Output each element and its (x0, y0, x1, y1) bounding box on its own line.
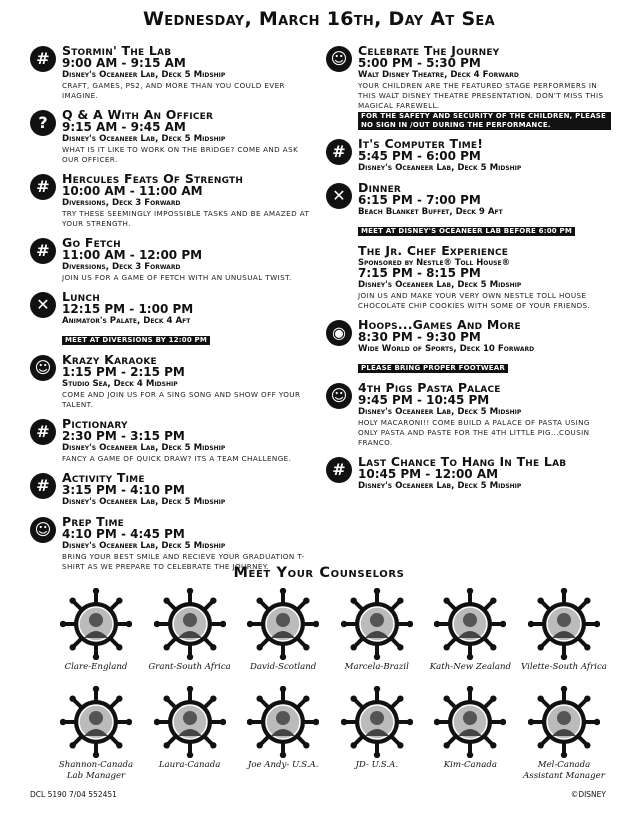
activity-icon: # (30, 46, 56, 72)
counselor-photo (434, 686, 506, 758)
event-description: TRY THESE SEEMINGLY IMPOSSIBLE TASKS AND BE AMAZED AT YOUR STRENGTH. (62, 209, 310, 228)
counselor-name: Grant-South Africa (148, 662, 231, 672)
counselor-photo (154, 686, 226, 758)
event-time: 5:45 PM - 6:00 PM (358, 149, 481, 163)
ship-wheel-icon (247, 686, 319, 758)
ship-wheel-icon (247, 588, 319, 660)
activity-icon: ◉ (326, 320, 352, 346)
activity-icon: ✕ (30, 292, 56, 318)
event-location: Disney's Oceaneer Lab, Deck 5 Midship (62, 70, 226, 80)
counselor-card (424, 588, 516, 673)
counselors-row-2 (50, 686, 610, 782)
event-title: Pictionary (62, 416, 128, 431)
counselor-photo (154, 588, 226, 660)
event-time: 3:15 PM - 4:10 PM (62, 483, 185, 497)
event-location: Disney's Oceaneer Lab, Deck 5 Midship (358, 163, 522, 173)
event-title: Hercules Feats Of Strength (62, 171, 244, 186)
counselor-photo (60, 686, 132, 758)
document-code: DCL 5190 7/04 552451 (30, 790, 117, 799)
schedule-event (30, 236, 312, 283)
event-description: WHAT IS IT LIKE TO WORK ON THE BRIDGE? COME AND ASK OUR OFFICER. (62, 145, 299, 164)
schedule-event (30, 172, 312, 229)
event-time: 9:45 PM - 10:45 PM (358, 393, 490, 407)
event-description: JOIN US FOR A GAME OF FETCH WITH AN UNUSUAL TWIST. (62, 273, 292, 282)
ship-wheel-icon (528, 686, 600, 758)
ship-wheel-icon (341, 686, 413, 758)
event-title: 4th Pigs Pasta Palace (358, 380, 501, 395)
counselor-name: Clare-England (64, 662, 128, 672)
activity-icon (326, 246, 352, 272)
activity-icon: # (30, 238, 56, 264)
event-description: CRAFT, GAMES, PS2, AND MORE THAN YOU COULD EVER IMAGINE. (62, 81, 285, 100)
event-location: Disney's Oceaneer Lab, Deck 5 Midship (62, 541, 226, 551)
counselor-photo (528, 686, 600, 758)
event-location: Walt Disney Theatre, Deck 4 Forward (358, 70, 519, 80)
left-schedule-column (30, 44, 312, 579)
counselor-name: Laura-Canada (158, 760, 221, 770)
counselor-card (331, 686, 423, 782)
event-time: 8:30 PM - 9:30 PM (358, 330, 481, 344)
schedule-event (326, 381, 611, 448)
counselor-photo (341, 588, 413, 660)
event-location: Disney's Oceaneer Lab, Deck 5 Midship (358, 481, 522, 491)
activity-icon: ☺ (30, 517, 56, 543)
counselor-card (237, 588, 329, 673)
counselor-card (50, 686, 142, 782)
event-title: Celebrate The Journey (358, 43, 500, 58)
schedule-event (326, 455, 611, 492)
schedule-event (30, 353, 312, 410)
event-time: 9:00 AM - 9:15 AM (62, 56, 186, 70)
event-location: Diversions, Deck 3 Forward (62, 262, 181, 272)
schedule-event (326, 244, 611, 311)
event-time: 10:00 AM - 11:00 AM (62, 184, 203, 198)
event-time: 11:00 AM - 12:00 PM (62, 248, 203, 262)
event-title: Go Fetch (62, 235, 121, 250)
ship-wheel-icon (528, 588, 600, 660)
activity-icon: # (30, 473, 56, 499)
event-description: BRING YOUR BEST SMILE AND RECIEVE YOUR GRADUATION T-SHIRT AS WE PREPARE TO CELEBRATE THE JOURNEY. (62, 552, 305, 571)
counselor-name: Vilette-South Africa (521, 662, 607, 672)
event-sponsor: Sponsored by Nestle® Toll House® (358, 257, 510, 267)
schedule-event (326, 137, 611, 174)
event-time: 7:15 PM - 8:15 PM (358, 266, 481, 280)
schedule-event (326, 318, 611, 374)
event-time: 4:10 PM - 4:45 PM (62, 527, 185, 541)
counselor-card (424, 686, 516, 782)
right-schedule-column (326, 44, 611, 499)
counselor-name: Marcela-Brazil (344, 662, 409, 672)
schedule-event (30, 108, 312, 165)
event-description: FANCY A GAME OF QUICK DRAW? ITS A TEAM CHALLENGE. (62, 454, 292, 463)
counselor-card (144, 686, 236, 782)
event-location: Animator's Palate, Deck 4 Aft (62, 316, 191, 326)
event-time: 5:00 PM - 5:30 PM (358, 56, 481, 70)
counselor-photo (247, 686, 319, 758)
event-description: YOUR CHILDREN ARE THE FEATURED STAGE PERFORMERS IN THIS WALT DISNEY THEATRE PRESENTATION. DON'T MISS THIS MAGICAL FAREWELL. (358, 81, 604, 110)
event-location: Disney's Oceaneer Lab, Deck 5 Midship (62, 443, 226, 453)
event-title: Prep Time (62, 514, 124, 529)
event-title: Lunch (62, 289, 100, 304)
activity-icon: ☺ (30, 355, 56, 381)
event-location: Disney's Oceaneer Lab, Deck 5 Midship (62, 497, 226, 507)
schedule-event (326, 44, 611, 130)
counselors-row-1 (50, 588, 610, 673)
event-notice: FOR THE SAFETY AND SECURITY OF THE CHILDREN, PLEASE NO SIGN IN /OUT DURING THE PERFORMANCE. (358, 112, 611, 130)
event-notice: MEET AT DIVERSIONS BY 12:00 PM (62, 336, 210, 345)
schedule-event (30, 290, 312, 346)
schedule-event (30, 471, 312, 508)
activity-icon: ? (30, 110, 56, 136)
event-location: Wide World of Sports, Deck 10 Forward (358, 344, 535, 354)
ship-wheel-icon (60, 686, 132, 758)
copyright-notice: ©DISNEY (570, 790, 606, 799)
counselor-photo (60, 588, 132, 660)
event-title: Dinner (358, 180, 402, 195)
counselor-name: Mel-Canada Assistant Manager (523, 760, 605, 781)
event-location: Beach Blanket Buffet, Deck 9 Aft (358, 207, 503, 217)
schedule-event (30, 417, 312, 464)
event-time: 12:15 PM - 1:00 PM (62, 302, 194, 316)
schedule-event (326, 181, 611, 237)
event-time: 6:15 PM - 7:00 PM (358, 193, 481, 207)
counselor-photo (528, 588, 600, 660)
counselor-card (237, 686, 329, 782)
event-location: Disney's Oceaneer Lab, Deck 5 Midship (358, 407, 522, 417)
counselor-card (518, 588, 610, 673)
activity-icon: # (326, 139, 352, 165)
event-description: HOLY MACARONI!! COME BUILD A PALACE OF PASTA USING ONLY PASTA AND PASTE FOR THE 4TH LITTLE PIG...COUSIN FRANCO. (358, 418, 590, 447)
counselor-name: David-Scotland (250, 662, 317, 672)
activity-icon: ☺ (326, 46, 352, 72)
event-description: COME AND JOIN US FOR A SING SONG AND SHOW OFF YOUR TALENT. (62, 390, 301, 409)
counselor-name: Kath-New Zealand (429, 662, 511, 672)
event-title: Last Chance To Hang In The Lab (358, 454, 567, 469)
counselor-card (331, 588, 423, 673)
ship-wheel-icon (154, 588, 226, 660)
event-location: Diversions, Deck 3 Forward (62, 198, 181, 208)
event-notice: MEET AT DISNEY'S OCEANEER LAB BEFORE 6:00 PM (358, 227, 575, 236)
counselors-heading: Meet Your Counselors (233, 565, 405, 581)
activity-icon: # (326, 457, 352, 483)
counselor-card (518, 686, 610, 782)
event-title: It's Computer Time! (358, 136, 484, 151)
event-description: JOIN US AND MAKE YOUR VERY OWN NESTLE TOLL HOUSE CHOCOLATE CHIP COOKIES WITH SOME OF YOUR FRIENDS. (358, 291, 591, 310)
schedule-event (30, 44, 312, 101)
event-notice: PLEASE BRING PROPER FOOTWEAR (358, 364, 508, 373)
counselor-card (50, 588, 142, 673)
event-time: 2:30 PM - 3:15 PM (62, 429, 185, 443)
activity-icon: # (30, 174, 56, 200)
counselor-photo (341, 686, 413, 758)
ship-wheel-icon (434, 588, 506, 660)
event-location: Disney's Oceaneer Lab, Deck 5 Midship (62, 134, 226, 144)
ship-wheel-icon (154, 686, 226, 758)
event-title: Activity Time (62, 470, 145, 485)
event-location: Studio Sea, Deck 4 Midship (62, 379, 178, 389)
counselor-photo (247, 588, 319, 660)
ship-wheel-icon (60, 588, 132, 660)
event-time: 10:45 PM - 12:00 AM (358, 467, 499, 481)
counselor-photo (434, 588, 506, 660)
event-time: 1:15 PM - 2:15 PM (62, 365, 185, 379)
event-title: Stormin' The Lab (62, 43, 172, 58)
ship-wheel-icon (341, 588, 413, 660)
event-time: 9:15 AM - 9:45 AM (62, 120, 186, 134)
page-title: Wednesday, March 16th, Day At Sea (143, 8, 495, 30)
event-title: Krazy Karaoke (62, 352, 157, 367)
counselor-name: Joe Andy- U.S.A. (247, 760, 319, 770)
event-title: Hoops...Games And More (358, 317, 521, 332)
event-title: The Jr. Chef Experience (358, 243, 509, 258)
event-location: Disney's Oceaneer Lab, Deck 5 Midship (358, 280, 522, 290)
counselor-card (144, 588, 236, 673)
schedule-event (30, 515, 312, 572)
activity-icon: # (30, 419, 56, 445)
counselor-name: Kim-Canada (443, 760, 497, 770)
activity-icon: ✕ (326, 183, 352, 209)
activity-icon: ☺ (326, 383, 352, 409)
counselor-name: Shannon-Canada Lab Manager (58, 760, 134, 781)
ship-wheel-icon (434, 686, 506, 758)
counselor-name: JD- U.S.A. (355, 760, 399, 770)
event-title: Q & A With An Officer (62, 107, 214, 122)
